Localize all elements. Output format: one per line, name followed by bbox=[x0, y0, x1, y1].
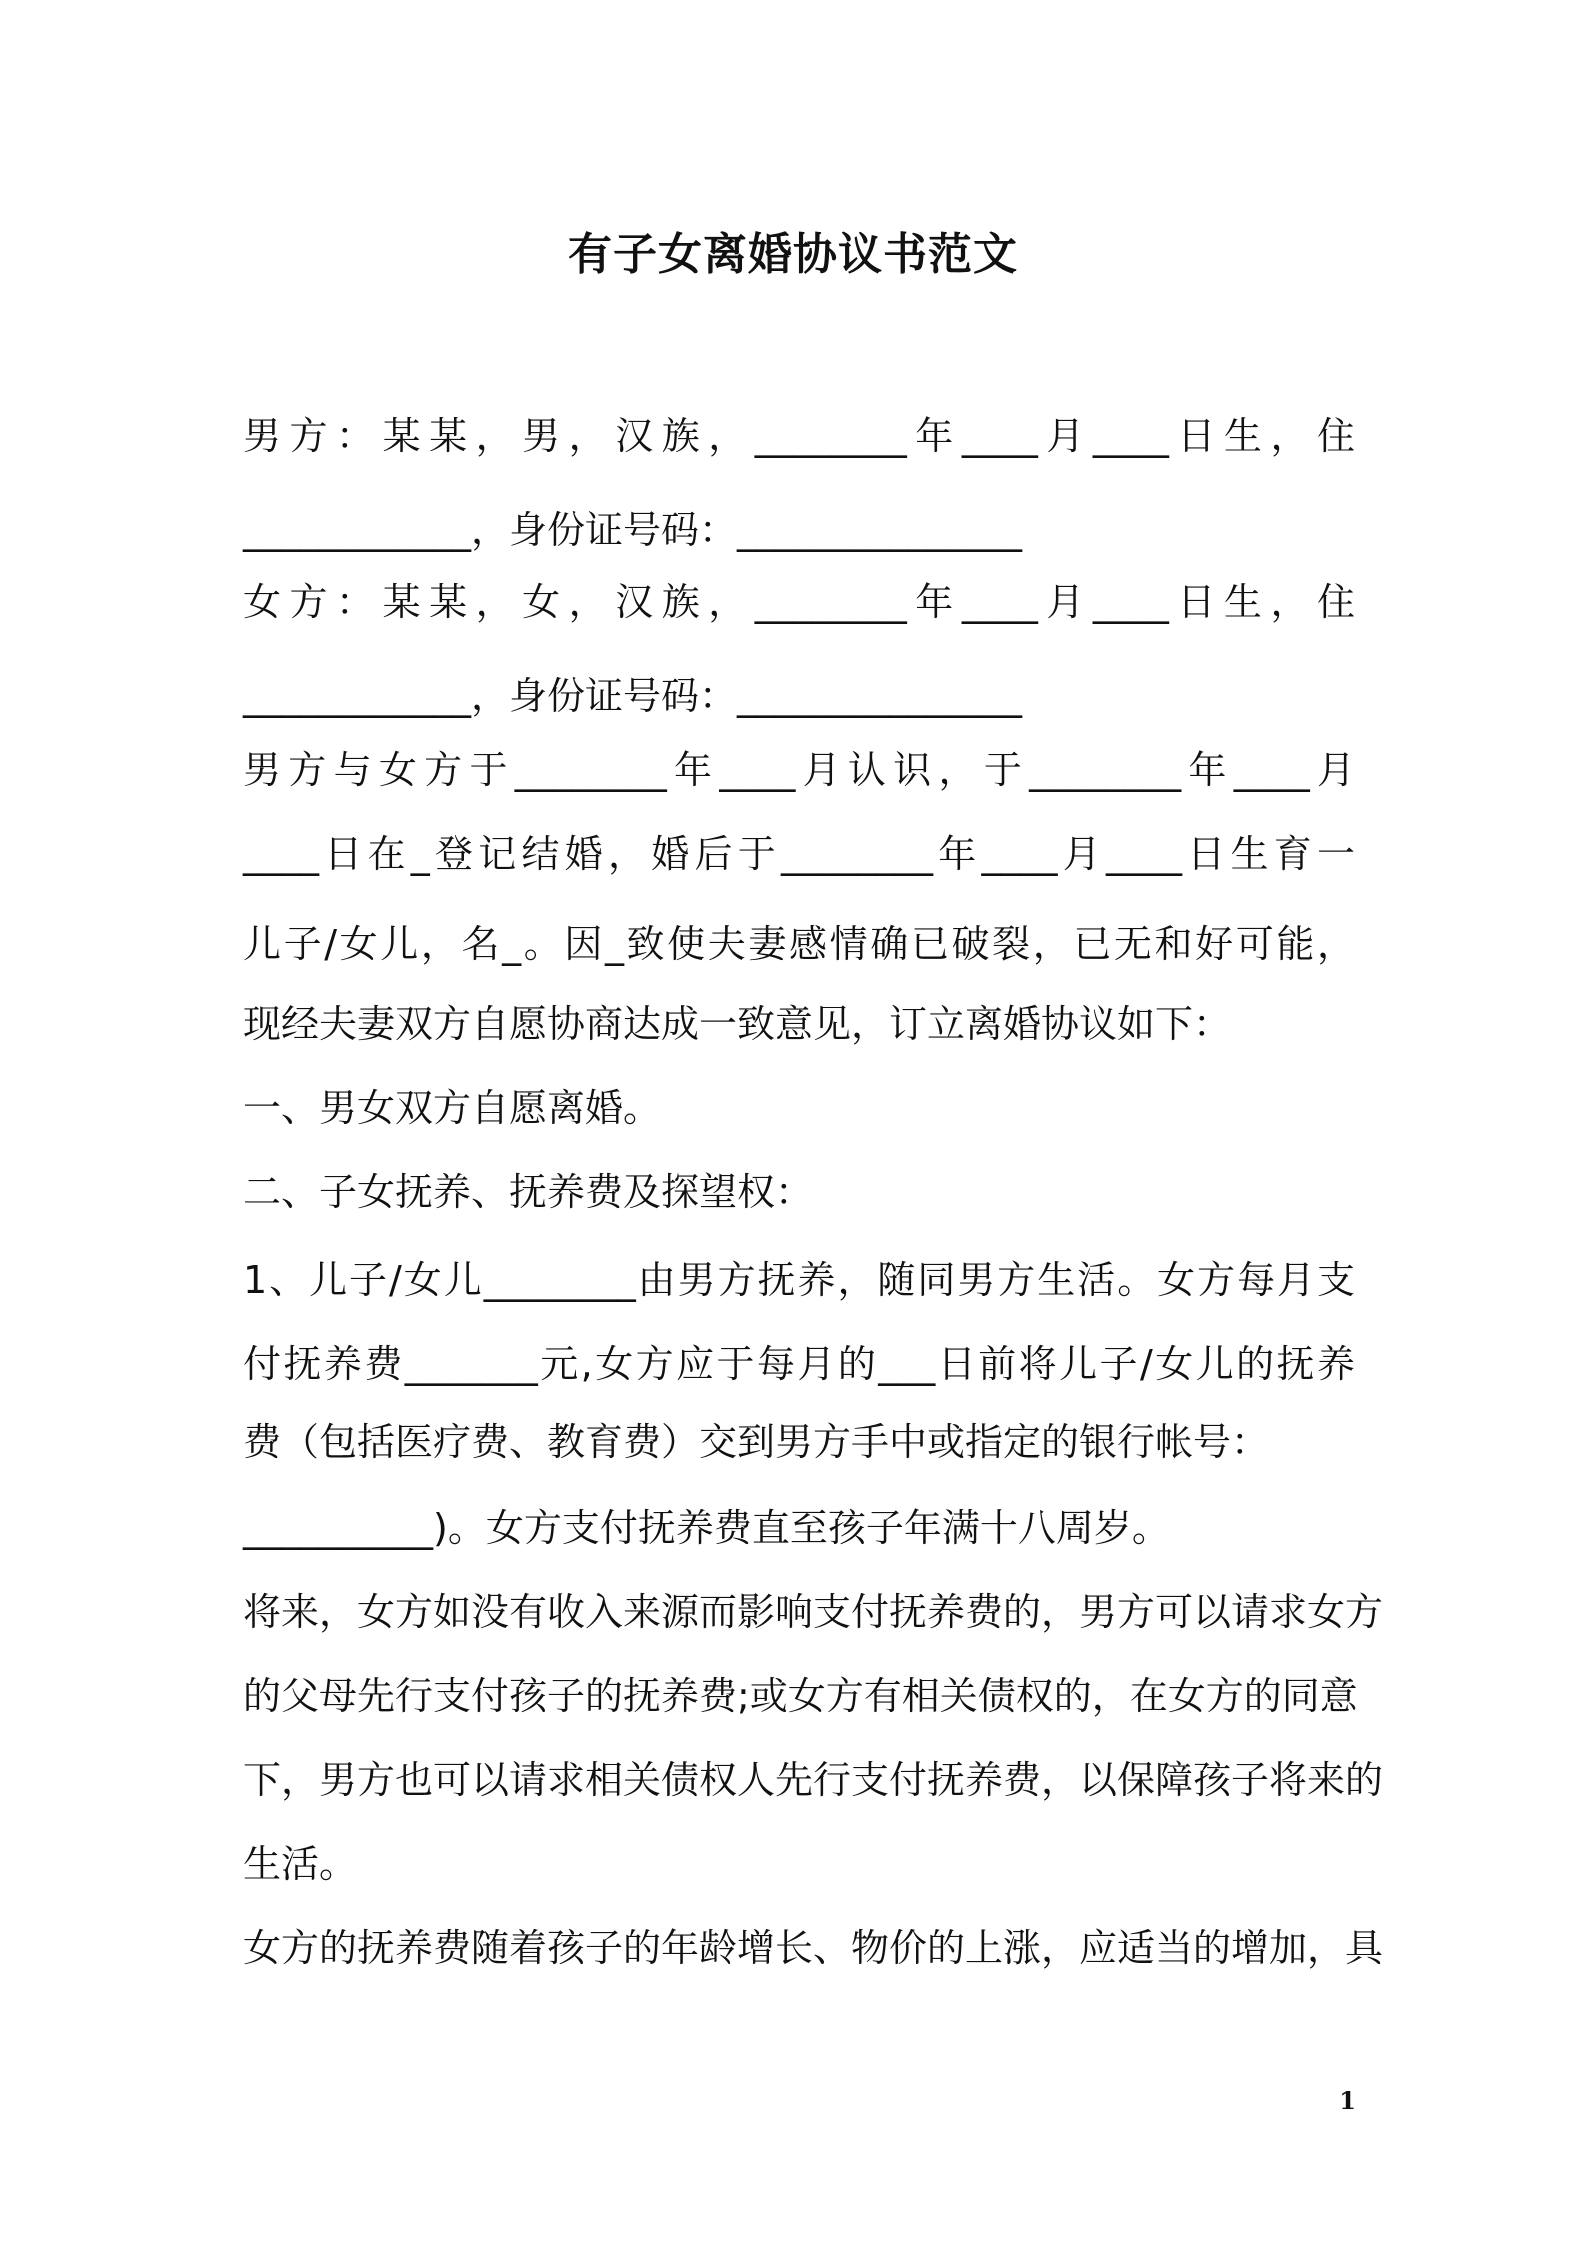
paragraph-line: 1、儿子/女儿________由男方抚养，随同男方生活。女方每月支 bbox=[243, 1258, 1355, 1302]
paragraph-line: 男方：某某，男，汉族，________年____月____日生，住 bbox=[243, 414, 1355, 458]
paragraph-line: 生活。 bbox=[243, 1842, 358, 1886]
paragraph-line: ____________，身份证号码：_______________ bbox=[243, 508, 1023, 552]
document-title: 有子女离婚协议书范文 bbox=[568, 229, 1018, 280]
page-number: 1 bbox=[1339, 2086, 1356, 2115]
paragraph-line: ____日在_登记结婚，婚后于________年____月____日生育一 bbox=[243, 832, 1355, 876]
paragraph-line: 儿子/女儿，名_。因_致使夫妻感情确已破裂，已无和好可能， bbox=[243, 922, 1355, 966]
paragraph-line: ____________，身份证号码：_______________ bbox=[243, 674, 1023, 718]
paragraph-line: 现经夫妻双方自愿协商达成一致意见，订立离婚协议如下： bbox=[243, 1002, 1232, 1046]
paragraph-line: 男方与女方于________年____月认识，于________年____月 bbox=[243, 748, 1355, 792]
paragraph-line: 将来，女方如没有收入来源而影响支付抚养费的，男方可以请求女方 bbox=[243, 1590, 1384, 1634]
paragraph-line: 二、子女抚养、抚养费及探望权： bbox=[243, 1170, 814, 1214]
paragraph-line: 一、男女双方自愿离婚。 bbox=[243, 1086, 662, 1130]
paragraph-line: 付抚养费_______元,女方应于每月的___日前将儿子/女儿的抚养 bbox=[243, 1342, 1355, 1386]
paragraph-line: 女方的抚养费随着孩子的年龄增长、物价的上涨，应适当的增加，具 bbox=[243, 1926, 1384, 1970]
paragraph-line: 费（包括医疗费、教育费）交到男方手中或指定的银行帐号： bbox=[243, 1420, 1270, 1464]
paragraph-line: 的父母先行支付孩子的抚养费;或女方有相关债权的，在女方的同意 bbox=[243, 1674, 1358, 1718]
paragraph-line: 下，男方也可以请求相关债权人先行支付抚养费，以保障孩子将来的 bbox=[243, 1758, 1384, 1802]
paragraph-line: 女方：某某，女，汉族，________年____月____日生，住 bbox=[243, 580, 1355, 624]
paragraph-line: __________)。女方支付抚养费直至孩子年满十八周岁。 bbox=[243, 1506, 1170, 1550]
